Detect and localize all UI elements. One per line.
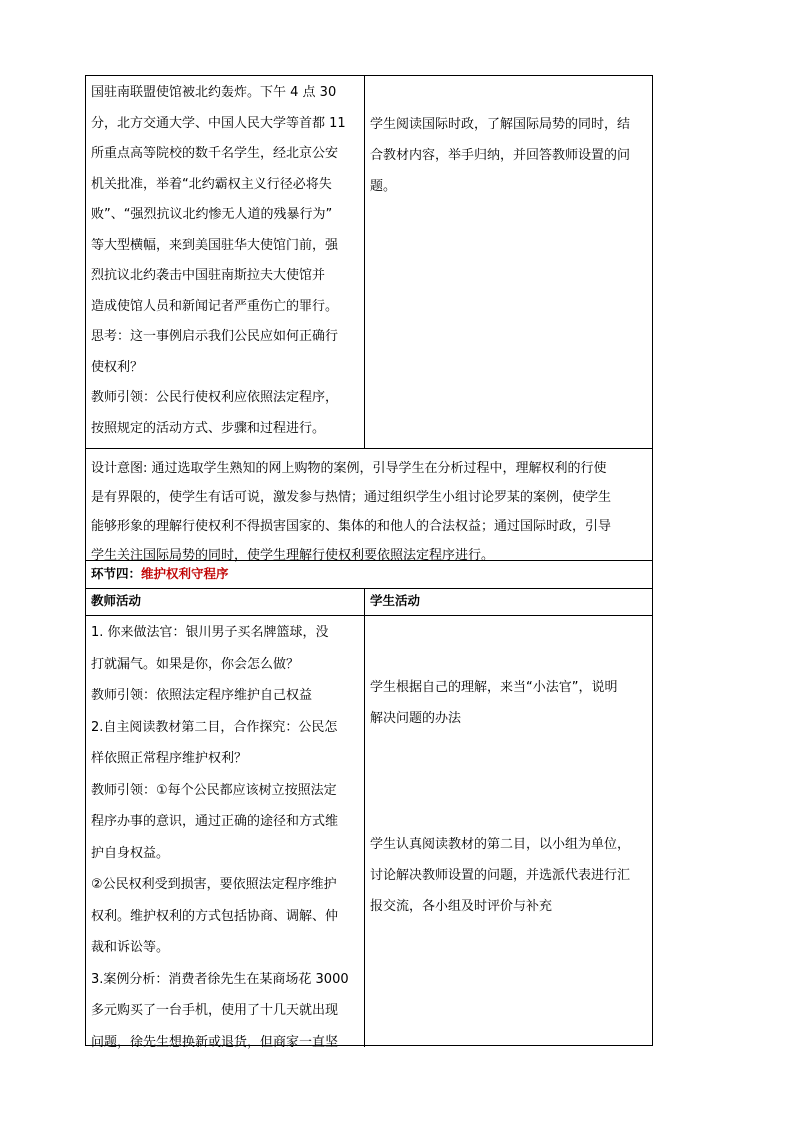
text-line: 能够形象的理解行使权利不得损害国家的、集体的和他人的合法权益；通过国际时政，引导 [91, 519, 612, 534]
text-line: 程序办事的意识，通过正确的途径和方式维 [91, 814, 339, 829]
section-heading [91, 564, 229, 584]
text-line: 教师引领：依照法定程序维护自己权益 [91, 688, 313, 703]
text-line: 裁和诉讼等。 [91, 940, 170, 955]
design-intent-cell [91, 454, 647, 570]
text-line: 学生关注国际局势的同时，使学生理解行使权利要依照法定程序进行。 [91, 548, 495, 563]
text-line: 烈抗议北约袭击中国驻南斯拉夫大使馆并 [91, 268, 326, 283]
section-title: 维护权利守程序 [141, 566, 229, 581]
upper-right-cell [370, 109, 650, 202]
text-line: 2.自主阅读教材第二目，合作探究：公民怎 [91, 719, 338, 735]
text-line: 教师引领：公民行使权利应依照法定程序， [91, 390, 339, 405]
upper-left-cell [91, 78, 361, 444]
lesson-table [85, 75, 653, 1050]
text-line: ②公民权利受到损害，要依照法定程序维护 [91, 877, 337, 892]
text-line: 样依照正常程序维护权利？ [91, 751, 248, 766]
lower-column-divider [364, 588, 365, 1047]
text-line: 讨论解决教师设置的问题，并选派代表进行汇 [370, 868, 631, 883]
text-line: 1. 你来做法官：银川男子买名牌篮球，没 [91, 625, 329, 640]
text-line: 报交流，各小组及时评价与补充 [370, 899, 553, 914]
student-activity-header: 学生活动 [370, 593, 421, 608]
row-divider-3 [86, 588, 652, 589]
student-activity-block-1 [370, 672, 650, 734]
text-line: 按照规定的活动方式、步骤和过程进行。 [91, 420, 326, 436]
text-line: 等大型横幅，来到美国驻华大使馆门前，强 [91, 237, 339, 253]
text-line: 所重点高等院校的数千名学生，经北京公安 [91, 146, 339, 161]
row-divider-4 [86, 615, 652, 616]
text-line: 打就漏气。如果是你，你会怎么做？ [91, 656, 300, 672]
text-line: 多元购买了一台手机，使用了十几天就出现 [91, 1003, 339, 1018]
teacher-activity-cell [91, 617, 359, 1058]
student-activity-block-2 [370, 829, 650, 922]
teacher-activity-header: 教师活动 [91, 593, 142, 608]
text-line: 学生认真阅读教材的第二目，以小组为单位， [370, 837, 631, 852]
text-line: 权利。维护权利的方式包括协商、调解、仲 [91, 908, 339, 924]
text-line: 学生根据自己的理解，来当“小法官”，说明 [370, 680, 618, 695]
row-divider-1 [86, 448, 652, 449]
text-line: 使权利？ [91, 359, 144, 375]
text-line: 国驻南联盟使馆被北约轰炸。下午 4 点 30 [91, 85, 337, 100]
text-line: 护自身权益。 [91, 845, 170, 861]
text-line: 学生阅读国际时政，了解国际局势的同时，结 [370, 117, 631, 132]
text-line: 是有界限的，使学生有话可说，激发参与热情；通过组织学生小组讨论罗某的案例，使学生 [91, 490, 612, 505]
text-line: 思考：这一事例启示我们公民应如何正确行 [91, 329, 339, 344]
text-line: 题。 [370, 179, 397, 194]
section-prefix: 环节四： [91, 566, 142, 581]
text-line: 分，北方交通大学、中国人民大学等首都 11 [91, 115, 346, 131]
text-line: 机关批准，举着“北约霸权主义行径必将失 [91, 176, 332, 192]
text-line: 教师引领：①每个公民都应该树立按照法定 [91, 782, 337, 798]
text-line: 问题，徐先生想换新或退货，但商家一直坚 [91, 1034, 339, 1050]
text-line: 3.案例分析：消费者徐先生在某商场花 3000 [91, 971, 349, 987]
text-line: 败”、“强烈抗议北约惨无人道的残暴行为” [91, 207, 333, 222]
text-line: 造成使馆人员和新闻记者严重伤亡的罪行。 [91, 298, 339, 314]
text-line: 解决问题的办法 [370, 711, 462, 726]
text-line: 合教材内容，举手归纳，并回答教师设置的问 [370, 148, 631, 163]
text-line: 设计意图: 通过选取学生熟知的网上购物的案例，引导学生在分析过程中，理解权利的行使 [91, 461, 607, 476]
upper-column-divider [364, 76, 365, 448]
